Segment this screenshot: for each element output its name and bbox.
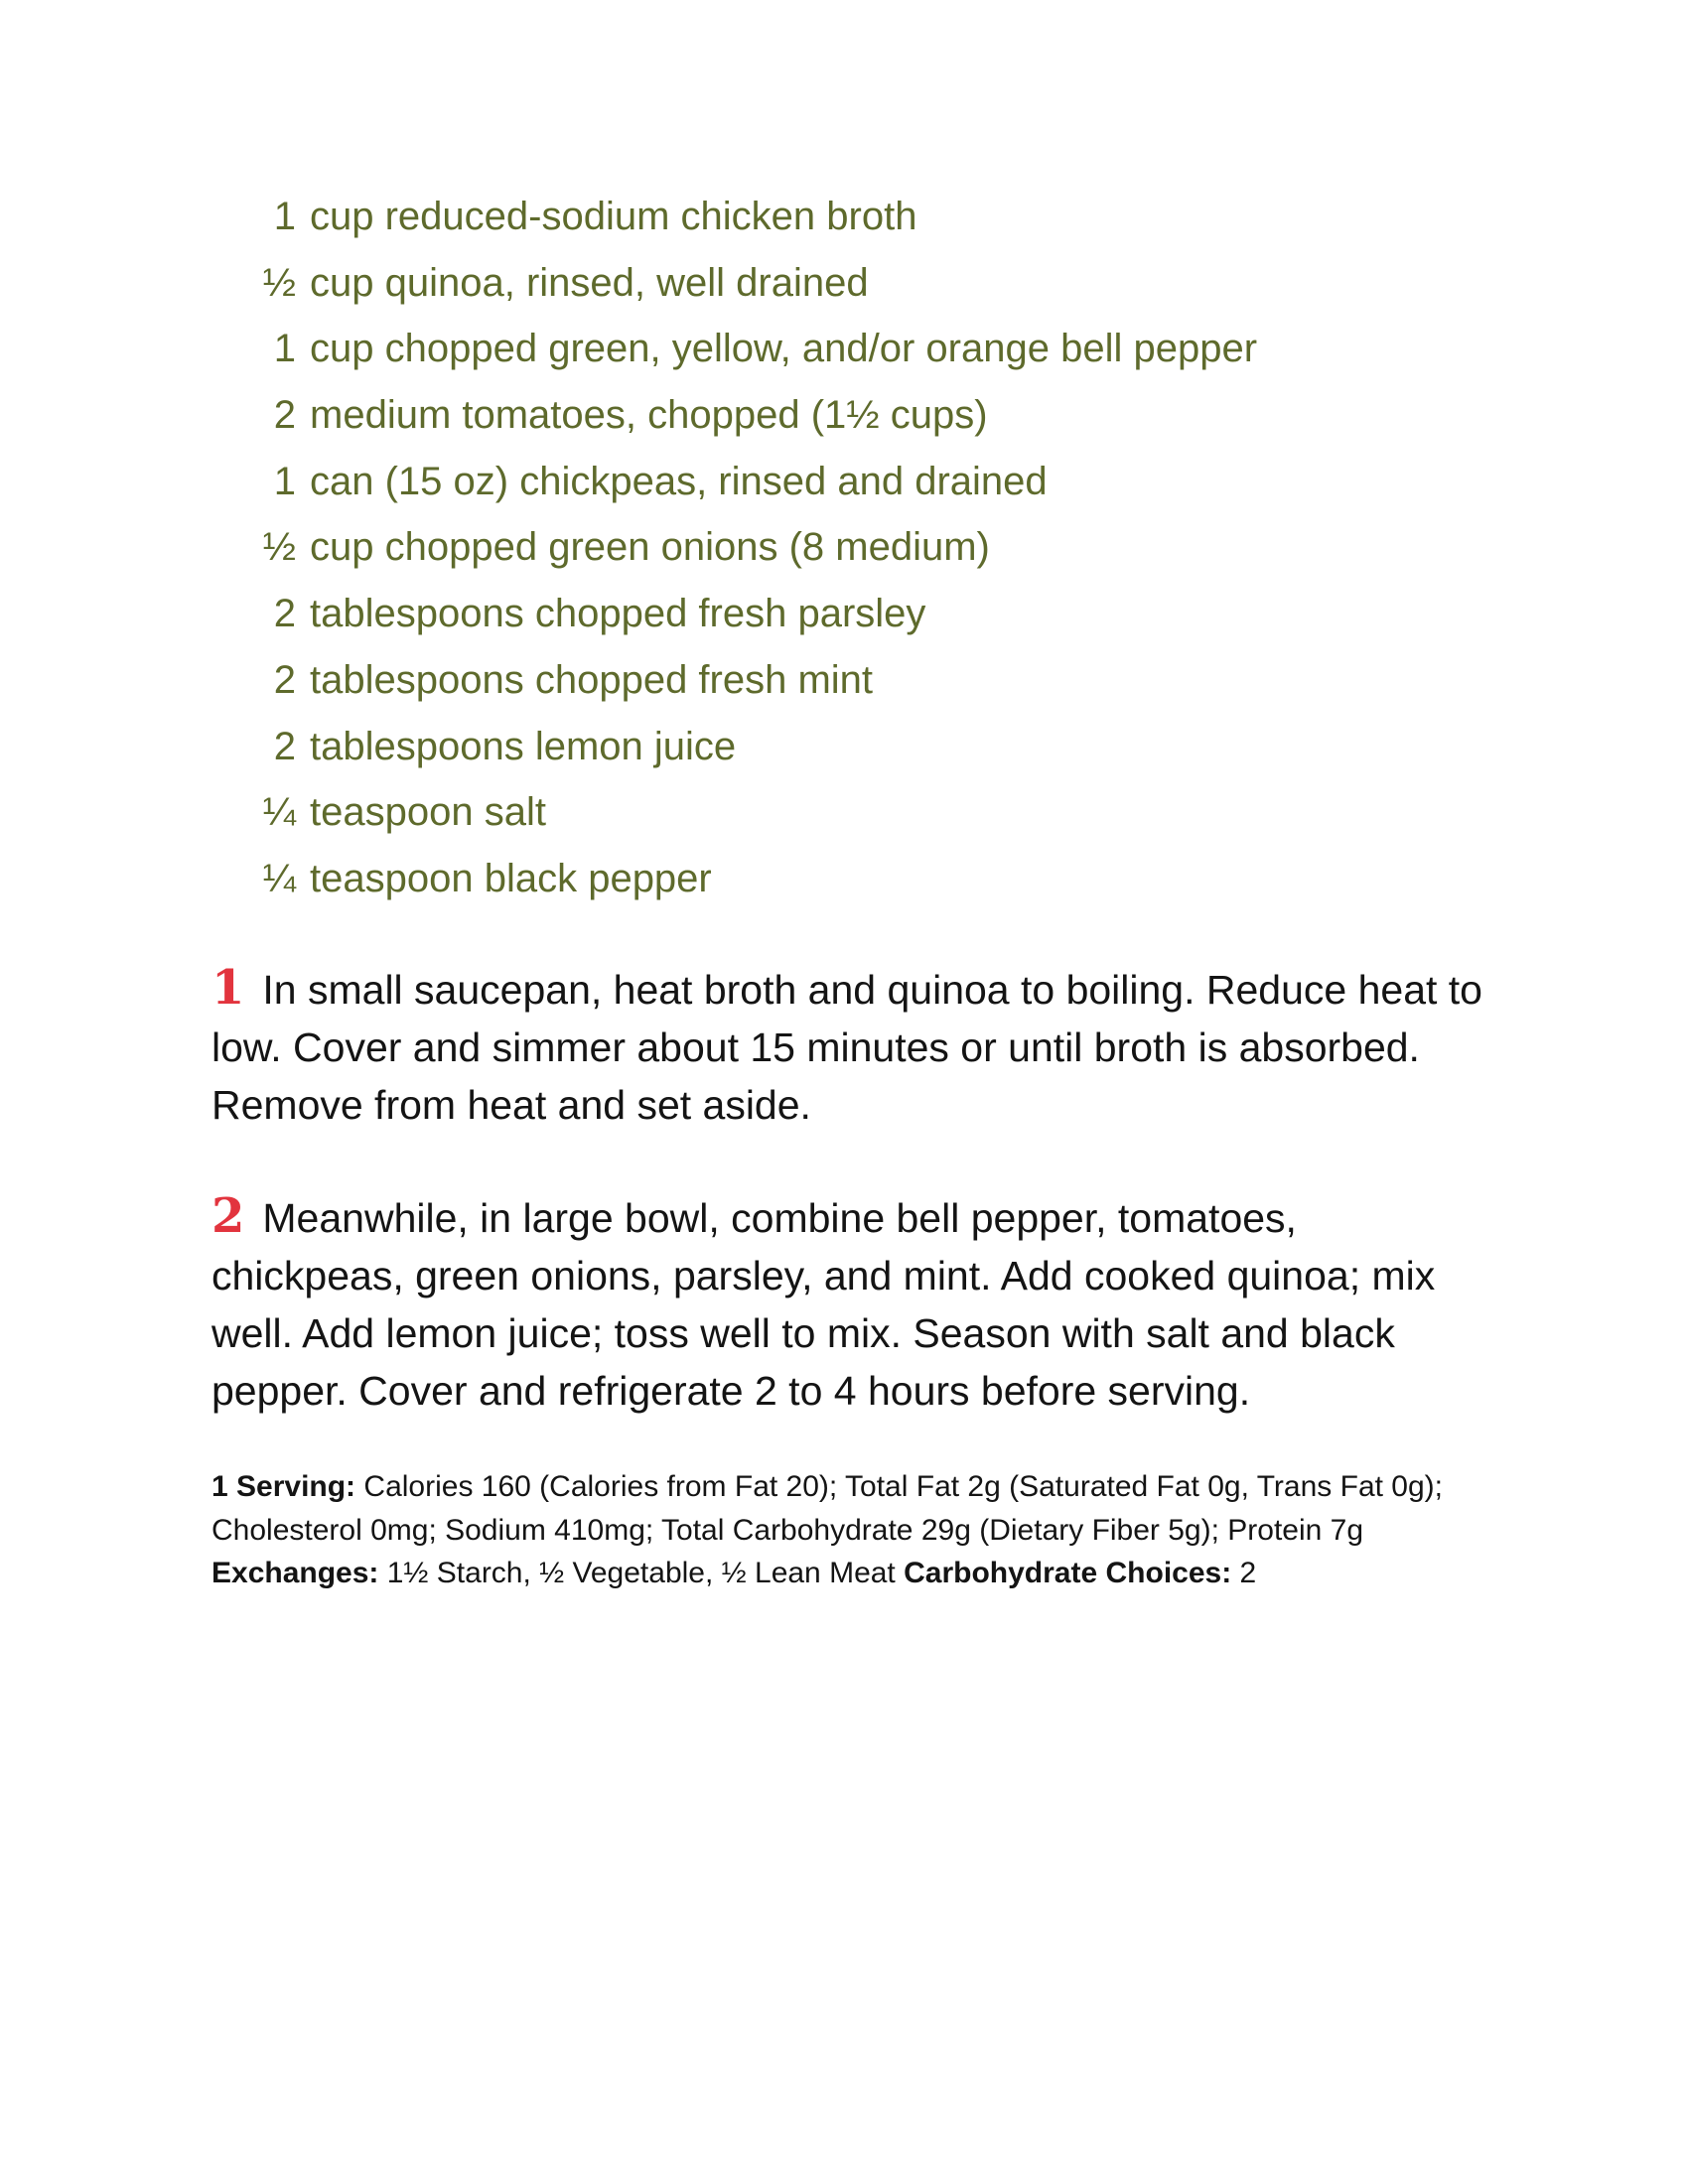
ingredient-text: tablespoons chopped fresh parsley (310, 592, 926, 636)
ingredient-item (248, 525, 1489, 592)
step-text: In small saucepan, heat broth and quinoa to boiling. Reduce heat to low. Cover and simmer about 15 minutes or until broth is absorbed. Remove from heat and set aside. (211, 967, 1482, 1128)
ingredient-text: cup quinoa, rinsed, well drained (310, 260, 869, 305)
step-number: 2 (211, 1188, 245, 1244)
ingredient-item (248, 393, 1489, 460)
step-text: Meanwhile, in large bowl, combine bell pepper, tomatoes, chickpeas, green onions, parsley, and mint. Add cooked quinoa; mix well. Add lemon juice; toss well to mix. Season with salt and black pepper. Cover and refrigerate 2 to 4 hours before serving. (211, 1195, 1436, 1414)
ingredient-text: tablespoons lemon juice (310, 724, 737, 768)
ingredient-quantity: 1 (273, 195, 296, 238)
nutrition-info (211, 1465, 1502, 1595)
ingredient-quantity: 2 (273, 393, 296, 438)
ingredient-item (248, 261, 1489, 328)
ingredient-quantity: ½ (262, 260, 296, 305)
ingredient-text: medium tomatoes, chopped (1½ cups) (310, 393, 988, 438)
ingredient-text: teaspoon salt (310, 790, 546, 835)
ingredient-item (248, 460, 1489, 526)
ingredient-text: tablespoons chopped fresh mint (310, 657, 874, 702)
ingredient-quantity: 2 (273, 592, 296, 636)
ingredient-text: cup reduced-sodium chicken broth (310, 195, 917, 238)
step-number: 1 (211, 960, 245, 1016)
recipe-step (211, 959, 1492, 1134)
ingredient-item (248, 790, 1489, 857)
ingredient-item (248, 327, 1489, 393)
ingredient-item (248, 658, 1489, 725)
serving-text: Calories 160 (Calories from Fat 20); Total Fat 2g (Saturated Fat 0g, Trans Fat 0g); Cholesterol 0mg; Sodium 410mg; Total Carbohydrate 29g (Dietary Fiber 5g); Protein 7g (211, 1470, 1443, 1547)
ingredient-item (248, 725, 1489, 791)
ingredient-item (248, 857, 1489, 923)
ingredient-quantity: 1 (273, 459, 296, 503)
exchanges-label: Exchanges: (211, 1557, 379, 1589)
ingredient-quantity: 2 (273, 657, 296, 702)
ingredient-list (248, 195, 1489, 923)
ingredient-item (248, 592, 1489, 658)
carb-choices-value: 2 (1239, 1557, 1257, 1589)
ingredient-item (248, 195, 1489, 261)
serving-label: 1 Serving: (211, 1470, 356, 1503)
ingredient-text: cup chopped green, yellow, and/or orange bell pepper (310, 327, 1258, 371)
recipe-step (211, 1187, 1492, 1420)
ingredient-text: cup chopped green onions (8 medium) (310, 525, 990, 570)
carb-choices-label: Carbohydrate Choices: (904, 1557, 1232, 1589)
exchanges-text: 1½ Starch, ½ Vegetable, ½ Lean Meat (386, 1557, 896, 1589)
ingredient-quantity: ¼ (262, 790, 296, 835)
ingredient-quantity: 2 (273, 724, 296, 768)
ingredient-quantity: ½ (262, 525, 296, 570)
ingredient-text: can (15 oz) chickpeas, rinsed and drained (310, 459, 1048, 503)
ingredient-text: teaspoon black pepper (310, 856, 712, 900)
ingredient-quantity: 1 (273, 327, 296, 371)
ingredient-quantity: ¼ (262, 856, 296, 900)
